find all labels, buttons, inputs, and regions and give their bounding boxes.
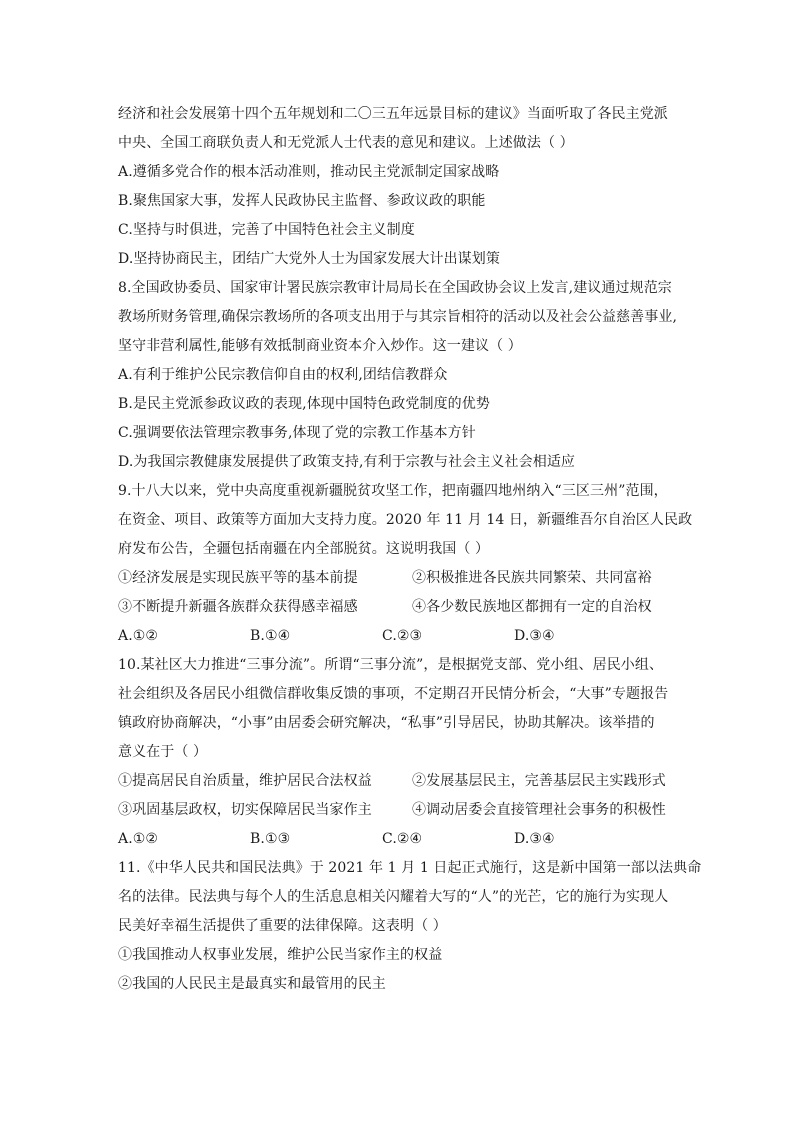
q9-statement: ④各少数民族地区都拥有一定的自治权 — [412, 599, 652, 615]
q8-stem-line-1: 8.全国政协委员、国家审计署民族宗教审计局局长在全国政协会议上发言,建议通过规范宗 — [118, 280, 672, 296]
q7-option-c: C.坚持与时俱进，完善了中国特色社会主义制度 — [118, 222, 415, 238]
q11-stem-line-1: 11.《中华人民共和国民法典》于 2021 年 1 月 1 日起正式施行，这是新中国第一部以法典命 — [118, 860, 702, 876]
q9-choice: C.②③ — [382, 628, 423, 644]
q9-statement: ②积极推进各民族共同繁荣、共同富裕 — [412, 570, 652, 586]
q9-choice: D.③④ — [514, 628, 555, 644]
q7-option-d: D.坚持协商民主，团结广大党外人士为国家发展大计出谋划策 — [118, 251, 500, 267]
q8-option-c: C.强调要依法管理宗教事务,体现了党的宗教工作基本方针 — [118, 425, 476, 441]
q8-stem-line-2: 教场所财务管理,确保宗教场所的各项支出用于与其宗旨相符的活动以及社会公益慈善事业, — [118, 309, 677, 325]
q10-choice: C.②④ — [382, 831, 423, 847]
q10-statement: ②发展基层民主，完善基层民主实践形式 — [412, 773, 666, 789]
q11-stem-line-3: 民美好幸福生活提供了重要的法律保障。这表明（ ） — [118, 918, 447, 934]
q9-stem-line-3: 府发布公告，全疆包括南疆在内全部脱贫。这说明我国（ ） — [118, 541, 490, 557]
q10-statement-row — [118, 796, 680, 825]
q10-statement: ④调动居委会直接管理社会事务的积极性 — [412, 802, 666, 818]
q11-statement-2: ②我国的人民民主是最真实和最管用的民主 — [118, 976, 386, 992]
q10-choice: D.③④ — [514, 831, 555, 847]
q9-choice: A.①② — [118, 628, 159, 644]
q10-choices — [118, 825, 680, 854]
q8-option-b: B.是民主党派参政议政的表现,体现中国特色政党制度的优势 — [118, 396, 490, 412]
q11-statement-1: ①我国推动人权事业发展，维护公民当家作主的权益 — [118, 947, 443, 963]
q7-option-a: A.遵循多党合作的根本活动准则，推动民主党派制定国家战略 — [118, 164, 500, 180]
q9-stem-line-1: 9.十八大以来，党中央高度重视新疆脱贫攻坚工作，把南疆四地州纳入“三区三州”范围， — [118, 483, 668, 499]
q10-choice: B.①③ — [250, 831, 291, 847]
q10-stem-line-4: 意义在于（ ） — [118, 744, 208, 760]
q10-stem-line-1: 10.某社区大力推进“三事分流”。所谓“三事分流”，是根据党支部、党小组、居民小组、 — [118, 657, 664, 673]
q10-statement-row — [118, 767, 680, 796]
q8-option-a: A.有利于维护公民宗教信仰自由的权利,团结信教群众 — [118, 367, 448, 383]
q7-stem-line-1: 经济和社会发展第十四个五年规划和二〇三五年远景目标的建议》当面听取了各民主党派 — [118, 106, 668, 122]
exam-text — [118, 100, 702, 999]
q9-statement: ①经济发展是实现民族平等的基本前提 — [118, 570, 358, 586]
q10-stem-line-2: 社会组织及各居民小组微信群收集反馈的事项，不定期召开民情分析会，“大事”专题报告 — [118, 686, 669, 702]
q11-stem-line-2: 名的法律。民法典与每个人的生活息息相关闪耀着大写的“人”的光芒，它的施行为实现人 — [118, 889, 669, 905]
q9-choices — [118, 622, 680, 651]
q9-statement-row — [118, 564, 680, 593]
q8-stem-line-3: 坚守非营利属性,能够有效抵制商业资本介入炒作。这一建议（ ） — [118, 338, 522, 354]
q7-stem-line-2: 中央、全国工商联负责人和无党派人士代表的意见和建议。上述做法（ ） — [118, 135, 574, 151]
q10-stem-line-3: 镇政府协商解决，“小事”由居委会研究解决，“私事”引导居民，协助其解决。该举措的 — [118, 715, 655, 731]
q9-statement-row — [118, 593, 680, 622]
q9-choice: B.①④ — [250, 628, 291, 644]
q10-choice: A.①② — [118, 831, 159, 847]
q9-statement: ③不断提升新疆各族群众获得感幸福感 — [118, 599, 358, 615]
q7-option-b: B.聚焦国家大事，发挥人民政协民主监督、参政议政的职能 — [118, 193, 486, 209]
q9-stem-line-2: 在资金、项目、政策等方面加大支持力度。2020 年 11 月 14 日，新疆维吾尔自治区人民政 — [118, 512, 693, 528]
q10-statement: ③巩固基层政权，切实保障居民当家作主 — [118, 802, 372, 818]
q10-statement: ①提高居民自治质量，维护居民合法权益 — [118, 773, 372, 789]
q8-option-d: D.为我国宗教健康发展提供了政策支持,有利于宗教与社会主义社会相适应 — [118, 454, 576, 470]
